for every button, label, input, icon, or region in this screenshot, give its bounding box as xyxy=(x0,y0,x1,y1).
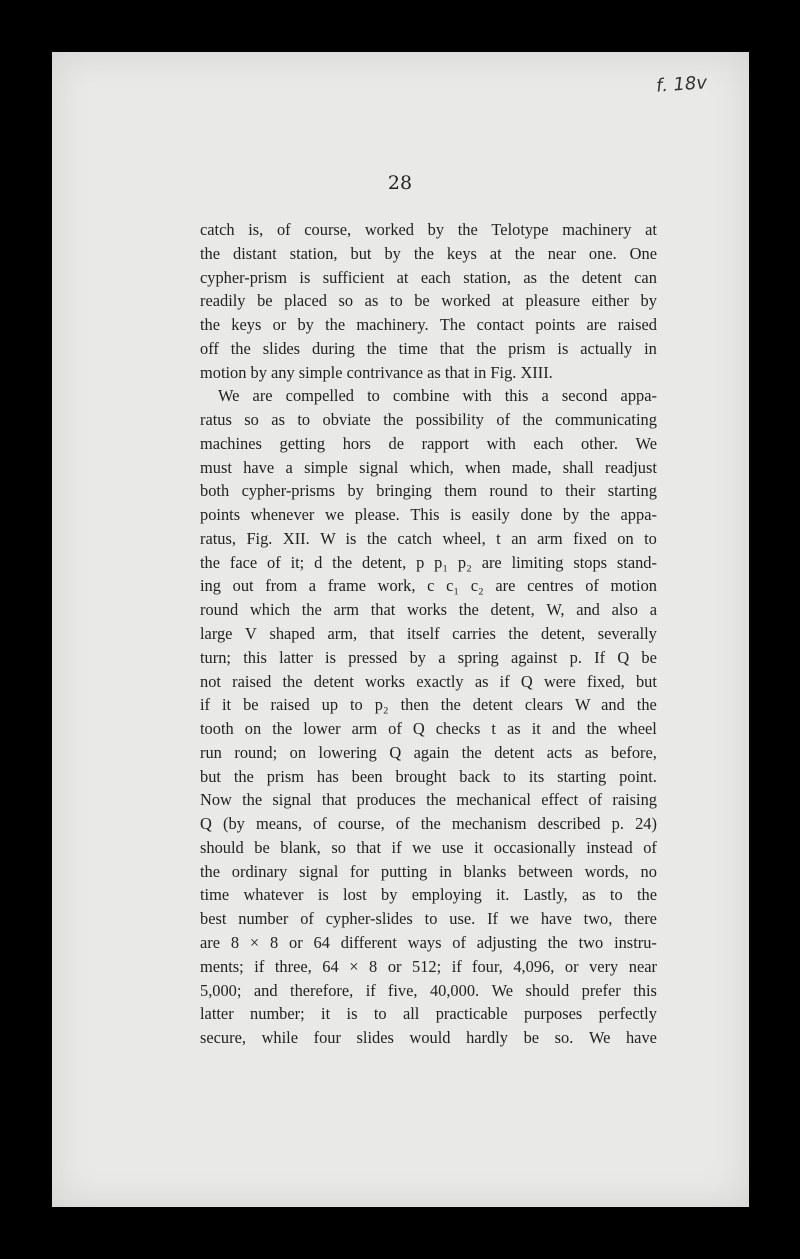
text-line: if it be raised up to p₂ then the detent clears W and the xyxy=(200,695,657,715)
text-line: readily be placed so as to be worked at pleasure either by xyxy=(200,291,657,311)
text-line: both cypher-prisms by bringing them round to their starting xyxy=(200,481,657,501)
text-line: off the slides during the time that the prism is actually in xyxy=(200,338,657,358)
folio-annotation: f. 18v xyxy=(655,72,708,97)
text-line: ratus, Fig. XII. W is the catch wheel, t an arm fixed on to xyxy=(200,528,657,548)
text-line: ments; if three, 64 × 8 or 512; if four, 4,096, or very near xyxy=(200,956,657,976)
text-line: ing out from a frame work, c c₁ c₂ are centres of motion xyxy=(200,576,657,596)
text-line: cypher-prism is sufficient at each station, as the detent can xyxy=(200,267,657,287)
text-line: machines getting hors de rapport with each other. We xyxy=(200,433,657,453)
text-line: run round; on lowering Q again the detent acts as before, xyxy=(200,742,657,762)
text-line: latter number; it is to all practicable purposes perfectly xyxy=(200,1004,657,1024)
text-line: are 8 × 8 or 64 different ways of adjusting the two instru- xyxy=(200,932,657,952)
text-line: catch is, of course, worked by the Telotype machinery at xyxy=(200,220,657,239)
text-line: We are compelled to combine with this a second appa- xyxy=(218,386,657,406)
text-line: secure, while four slides would hardly be so. We have xyxy=(200,1028,657,1048)
text-line: the distant station, but by the keys at the near one. One xyxy=(200,243,657,263)
text-line: tooth on the lower arm of Q checks t as it and the wheel xyxy=(200,719,657,739)
text-line: not raised the detent works exactly as if Q were fixed, but xyxy=(200,671,657,691)
body-text xyxy=(200,218,657,1050)
text-line: 5,000; and therefore, if five, 40,000. We should prefer this xyxy=(200,980,657,1000)
text-line: must have a simple signal which, when made, shall readjust xyxy=(200,457,657,477)
text-line: best number of cypher-slides to use. If we have two, there xyxy=(200,909,657,929)
text-line: time whatever is lost by employing it. Lastly, as to the xyxy=(200,885,657,905)
text-line: Q (by means, of course, of the mechanism described p. 24) xyxy=(200,814,657,834)
text-line: round which the arm that works the detent, W, and also a xyxy=(200,600,657,620)
text-line: but the prism has been brought back to its starting point. xyxy=(200,766,657,786)
text-line: the keys or by the machinery. The contact points are raised xyxy=(200,315,657,335)
text-line: the ordinary signal for putting in blanks between words, no xyxy=(200,861,657,881)
text-line: Now the signal that produces the mechanical effect of raising xyxy=(200,790,657,810)
text-line: large V shaped arm, that itself carries the detent, severally xyxy=(200,624,657,644)
text-line: should be blank, so that if we use it occasionally instead of xyxy=(200,837,657,857)
page-number: 28 xyxy=(387,172,413,194)
text-line: ratus so as to obviate the possibility of the communicating xyxy=(200,410,657,430)
text-line: points whenever we please. This is easily done by the appa- xyxy=(200,505,657,525)
text-line: turn; this latter is pressed by a spring against p. If Q be xyxy=(200,647,657,667)
text-line: motion by any simple contrivance as that in Fig. XIII. xyxy=(200,362,553,382)
text-line: the face of it; d the detent, p p₁ p₂ are limiting stops stand- xyxy=(200,552,657,572)
